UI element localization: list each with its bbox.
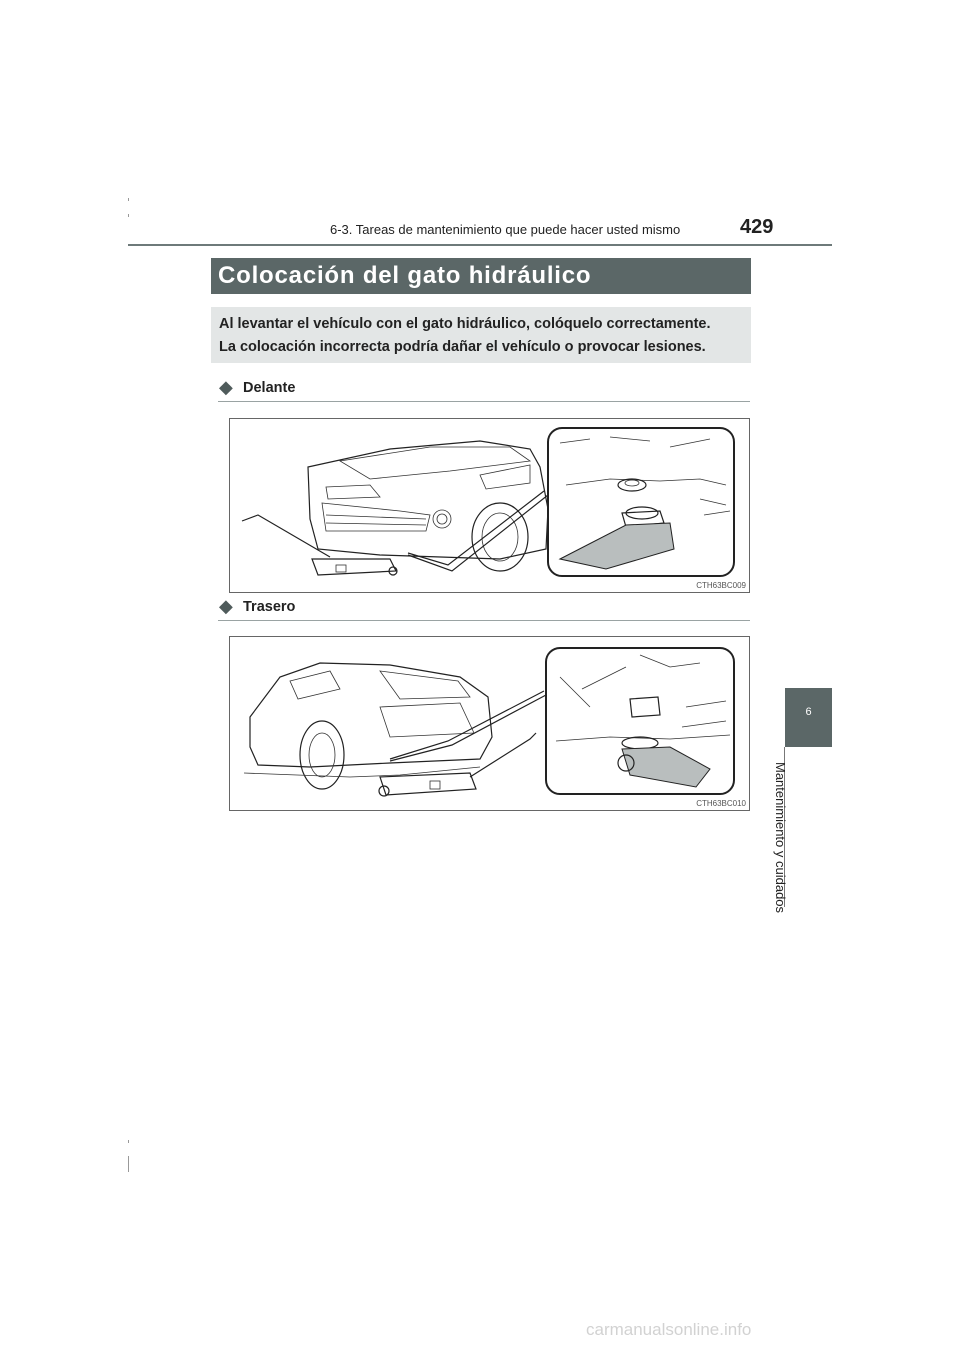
chapter-label: Mantenimiento y cuidados [773,762,788,914]
crop-mark [128,198,129,201]
figure-front-jack-point [229,418,750,593]
section-title: Colocación del gato hidráulico [218,262,592,289]
subsection-label-rear: Trasero [243,599,296,615]
front-car-jack-illustration [230,419,749,592]
crop-mark [128,1140,129,1143]
intro-text-line-1: Al levantar el vehículo con el gato hidráulico, colóquelo correctamente. [219,316,711,332]
diamond-bullet-icon: ◆ [219,377,233,397]
watermark-text: carmanualsonline.info [586,1320,752,1339]
crop-mark [128,214,129,217]
diamond-bullet-icon: ◆ [219,596,233,616]
running-header: 6-3. Tareas de mantenimiento que puede hacer usted mismo [330,222,681,237]
crop-mark [128,1156,129,1172]
intro-text-line-2: La colocación incorrecta podría dañar el vehículo o provocar lesiones. [219,339,706,355]
page-number: 429 [740,216,774,238]
figure-rear-jack-point [229,636,750,811]
subsection-rule [218,401,750,402]
rear-car-jack-illustration [230,637,749,810]
figure-code: CTH63BC010 [696,799,746,808]
subsection-rule [218,620,750,621]
figure-code: CTH63BC009 [696,581,746,590]
header-rule [128,244,832,246]
chapter-number: 6 [805,706,812,718]
subsection-label-front: Delante [243,380,296,396]
